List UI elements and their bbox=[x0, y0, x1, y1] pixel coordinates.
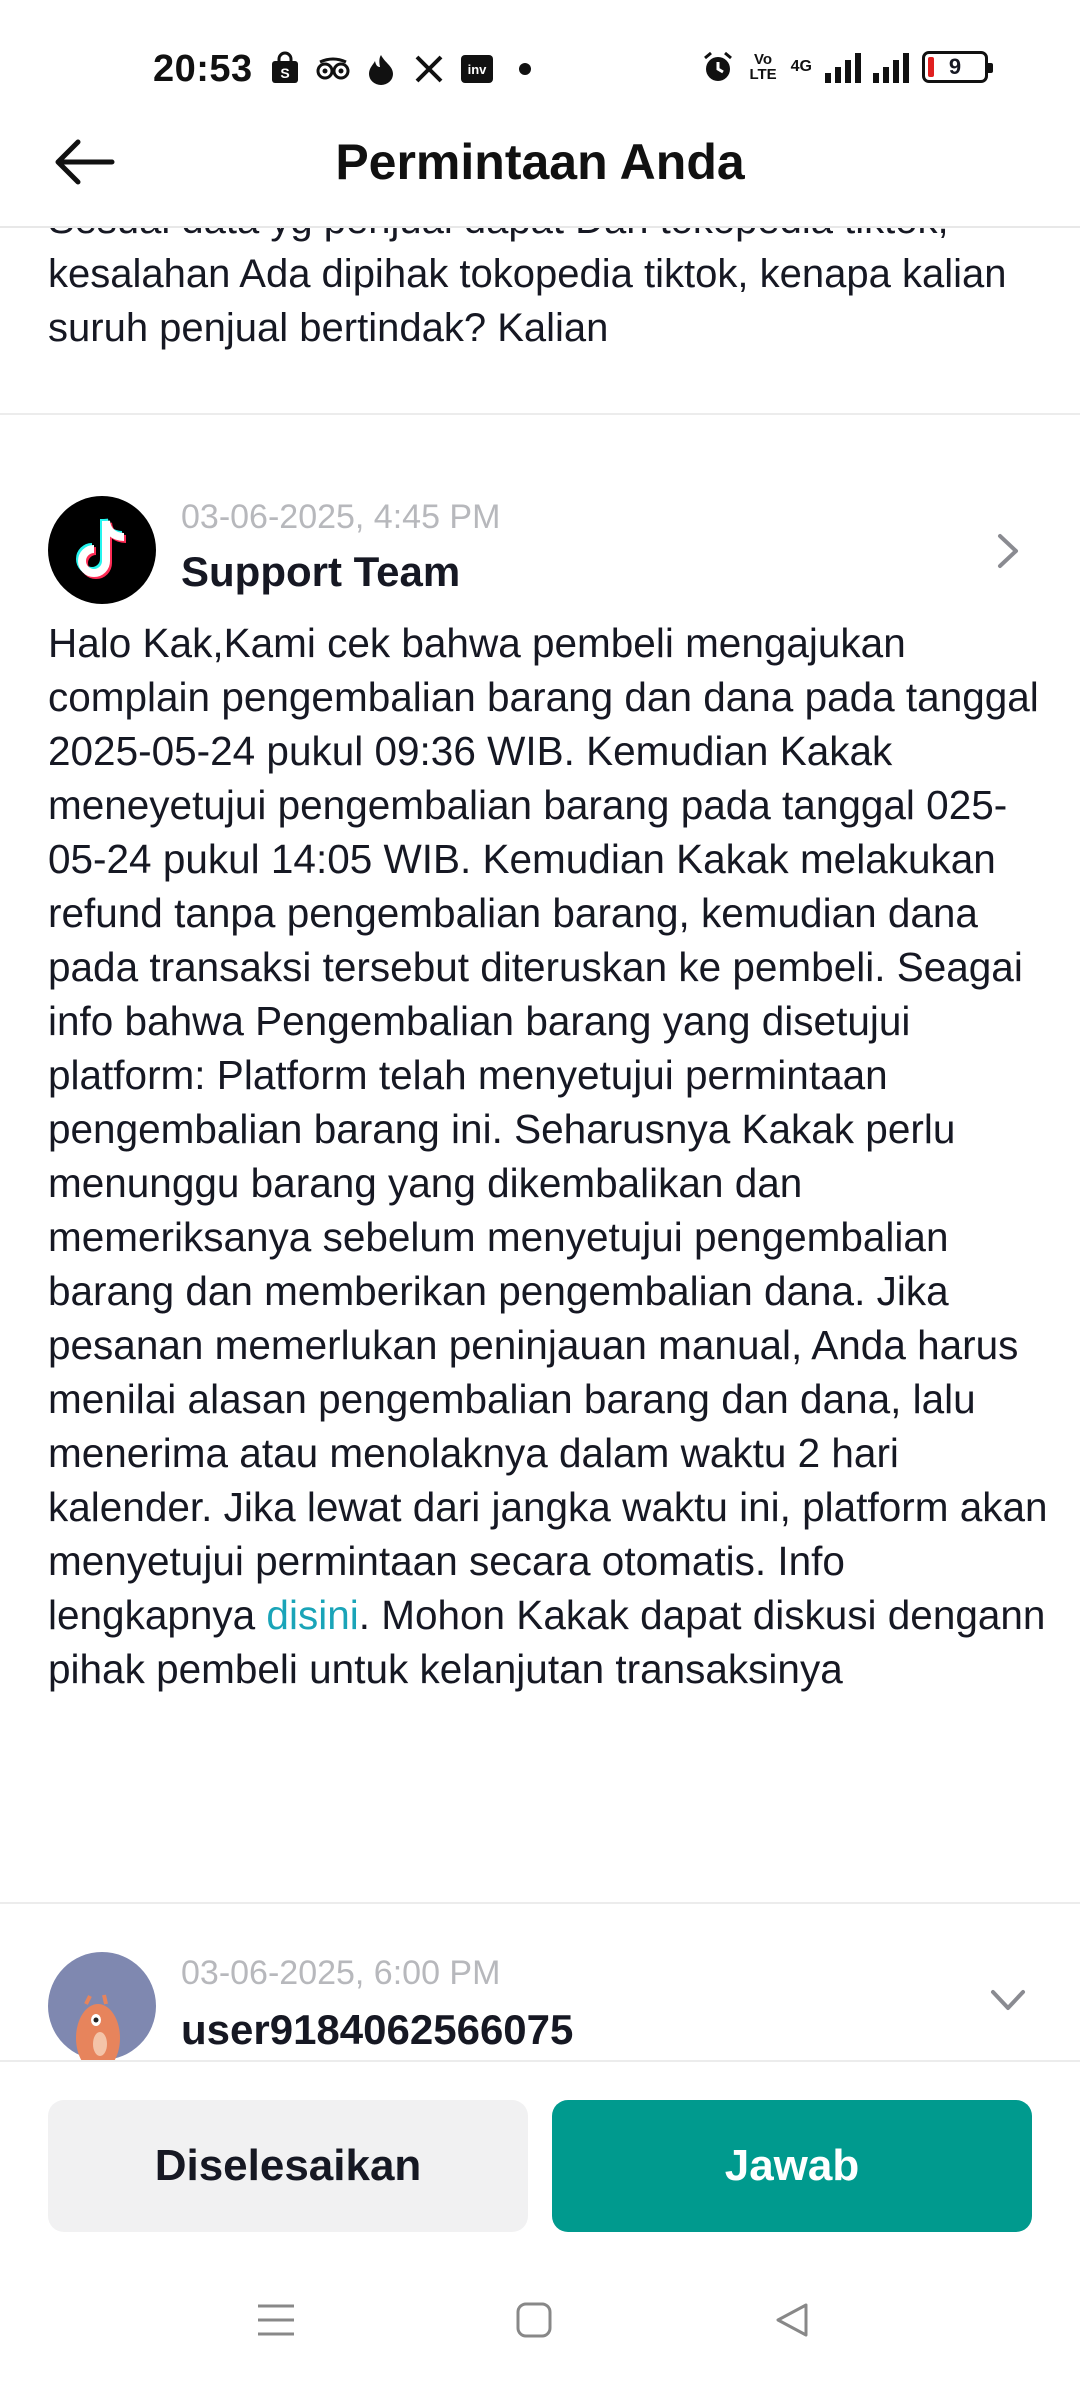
reply-button[interactable]: Jawab bbox=[552, 2100, 1032, 2232]
tiktok-logo-icon bbox=[70, 515, 134, 585]
status-time: 20:53 bbox=[153, 48, 253, 90]
message-body-text: Halo Kak,Kami cek bahwa pembeli mengajukan complain pengembalian barang dan dana pada tanggal 2025-05-24 pukul 09:36 WIB. Kemudian Kakak meneyetujui pengembalian barang pada tanggal 025-05-24 pukul 14:05 WIB. Kemudian Kakak melakukan refund tanpa pengembalian barang, kemudian dana pada transaksi tersebut diteruskan ke pembeli. Seagai info bahwa Pengembalian barang yang disetujui platform: Platform telah menyetujui permintaan pengembalian barang ini. Seharusnya Kakak perlu menunggu barang yang dikembalikan dan memeriksanya sebelum menyetujui pengembalian barang dan memberikan pengembalian dana. Jika pesanan memerlukan peninjauan manual, Anda harus menilai alasan pengembalian barang dan dana, lalu menerima atau menolaknya dalam waktu 2 hari kalender. Jika lewat dari jangka waktu ini, platform akan menyetujui permintaan secara otomatis. Info lengkapnya bbox=[48, 620, 1048, 1638]
message-body bbox=[48, 616, 1048, 1696]
page-header bbox=[0, 100, 1080, 228]
back-triangle-icon bbox=[773, 2301, 811, 2339]
volte-label: Vo LTE bbox=[749, 51, 777, 83]
message-body-text-end: . Mohon Kakak dapat diskusi dengann pihak pembeli untuk kelanjutan transaksinya bbox=[48, 1592, 1046, 1692]
message-time: 03-06-2025, 4:45 PM bbox=[181, 498, 501, 536]
resolve-button[interactable]: Diselesaikan bbox=[48, 2100, 528, 2232]
svg-text:inv: inv bbox=[467, 62, 487, 77]
signal-icon-2 bbox=[874, 50, 908, 84]
action-bar bbox=[0, 2060, 1080, 2240]
expand-message-button[interactable] bbox=[984, 527, 1032, 575]
chevron-right-icon bbox=[996, 532, 1020, 570]
x-icon bbox=[412, 52, 446, 86]
info-link[interactable]: disini bbox=[266, 1592, 359, 1638]
shopping-bag-icon bbox=[268, 52, 302, 86]
previous-message-text: kesalahan Ada dipihak tokopedia tiktok, kenapa kalian suruh penjual bertindak? Kalian bbox=[48, 252, 1007, 350]
home-nav-button[interactable] bbox=[504, 2290, 564, 2350]
menu-nav-button[interactable] bbox=[246, 2290, 306, 2350]
message-time: 03-06-2025, 6:00 PM bbox=[181, 1954, 501, 1992]
inv-icon bbox=[460, 52, 494, 86]
status-right bbox=[701, 50, 988, 84]
fire-icon bbox=[364, 52, 398, 86]
menu-icon bbox=[256, 2303, 296, 2337]
divider bbox=[0, 1902, 1080, 1904]
conversation-list[interactable] bbox=[0, 228, 1080, 2060]
message-author: Support Team bbox=[181, 548, 461, 595]
svg-text:S: S bbox=[280, 65, 290, 81]
system-nav-bar bbox=[0, 2240, 1080, 2400]
divider bbox=[0, 413, 1080, 415]
message-author: user9184062566075 bbox=[181, 2006, 574, 2053]
avatar bbox=[48, 496, 156, 604]
avatar bbox=[48, 1952, 156, 2060]
notification-icons bbox=[268, 52, 542, 86]
tripadvisor-icon bbox=[316, 52, 350, 86]
user-avatar-icon bbox=[48, 1952, 156, 2060]
alarm-icon bbox=[701, 50, 735, 84]
page-title: Permintaan Anda bbox=[335, 134, 745, 190]
expand-message-button[interactable] bbox=[984, 1976, 1032, 2024]
signal-icon-1 bbox=[826, 50, 860, 84]
home-square-icon bbox=[515, 2301, 553, 2339]
more-dot-icon bbox=[508, 52, 542, 86]
network-type: 4G bbox=[790, 58, 812, 75]
chevron-down-icon bbox=[989, 1988, 1027, 2012]
battery-icon bbox=[922, 51, 988, 83]
back-nav-button[interactable] bbox=[762, 2290, 822, 2350]
battery-level: 9 bbox=[948, 54, 962, 79]
